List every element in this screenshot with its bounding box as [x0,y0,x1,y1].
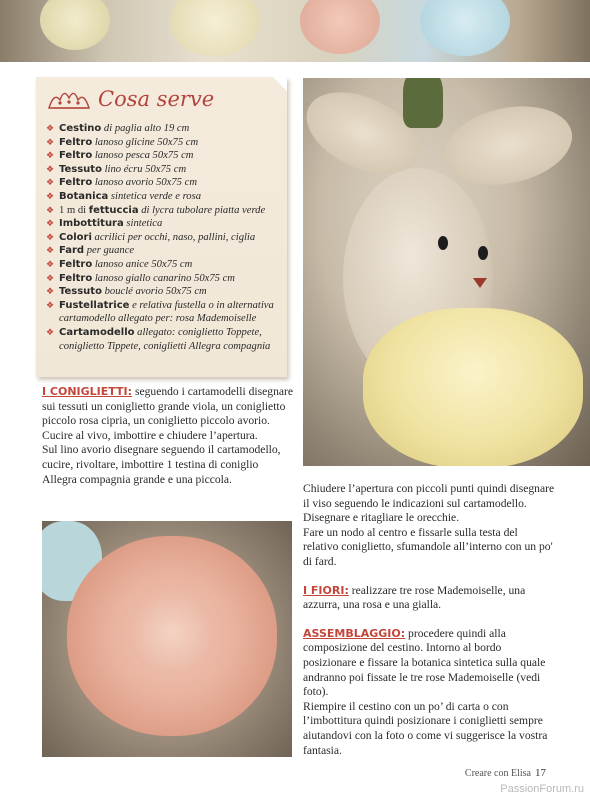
item-name: Feltro [59,177,93,189]
yellow-flower-shape [40,0,110,50]
flowers-paragraph [303,584,555,613]
materials-list-item [46,163,282,177]
item-detail: sintetica [123,218,163,230]
item-detail: lanoso avorio 50x75 cm [92,177,197,189]
right-text-column [303,482,555,758]
item-name: Botanica [59,190,109,202]
item-name: Feltro [59,272,93,284]
page-number: 17 [535,767,546,779]
bullet-icon: ❖ [46,258,55,269]
bullet-icon: ❖ [46,177,55,188]
knot-paragraph: Fare un nodo al centro e fissarle sulla testa del relativo coniglietto, sfumandole all’interno con un po' di fard. [303,525,553,568]
item-detail: sintetica verde e rosa [108,190,202,202]
materials-list-item [46,285,282,299]
materials-list-item [46,258,282,272]
item-name: Feltro [59,136,93,148]
linen-paragraph: Sul lino avorio disegnare seguendo il cartamodello, cucire, rivoltare, imbottire 1 testina di coniglio Allegra compagnia grande e una piccola. [42,443,281,486]
bunny-eye-left [438,236,448,250]
ears-paragraph: Disegnare e ritagliare le orecchie. [303,511,460,525]
bullet-icon: ❖ [46,218,55,229]
bunnies-heading: I CONIGLIETTI: [42,385,133,398]
item-detail: lanoso pesca 50x75 cm [92,150,194,162]
item-name: Tessuto [59,286,102,298]
materials-list-item [46,326,282,353]
item-detail: e relativa fustella o in alternativa cartamodello allegato per: rosa Mademoiselle [59,299,274,325]
item-detail: lanoso anice 50x75 cm [92,258,193,270]
bullet-icon: ❖ [46,123,55,133]
bullet-icon: ❖ [46,190,55,201]
item-name: Fustellatrice [59,299,130,311]
item-name: Colori [59,231,92,243]
assembly-fill-paragraph: Riempire il cestino con un po’ di carta o con l’imbottitura quindi posizionare i coniglietti sempre aiutandovi con la foto o come vi suggerisce la vostra fantasia. [303,699,548,757]
item-detail: allegato: coniglietto Toppete, coniglietto Tippete, coniglietti Allegra compagnia [59,326,271,352]
assembly-text: procedere quindi alla composizione del cestino. Intorno al bordo posizionare e fissare la botanica sintetica sulla quale andranno poi fissate le tre rose Mademoiselle (vedi foto). [303,626,546,699]
item-name: Cestino [59,123,102,134]
bullet-icon: ❖ [46,272,55,283]
bunnies-text: seguendo i cartamodelli disegnare sui tessuti un coniglietto grande viola, un coniglietto piccolo rosa cipria, un coniglietto piccolo avorio. [42,385,294,428]
assembly-heading: ASSEMBLAGGIO: [303,626,406,640]
materials-box [36,77,287,377]
close-opening-paragraph: Chiudere l’apertura con piccoli punti quindi disegnare il viso seguendo le indicazioni sul cartamodello. [303,482,555,510]
page-footer [465,767,546,779]
materials-list-item [46,176,282,190]
item-name: Cartamodello [59,326,135,338]
item-detail: per guance [84,245,135,257]
yellow-flower-bow-shape [363,308,583,466]
bunny-photo [303,78,590,466]
item-detail: lino écru 50x75 cm [101,163,187,175]
bullet-icon: ❖ [46,150,55,161]
materials-list-item [46,190,282,204]
materials-list-item [46,244,282,258]
left-text-column [42,385,294,487]
pink-flower-shape [300,0,380,54]
watermark: PassionForum.ru [500,783,584,795]
item-detail: lanoso giallo canarino 50x75 cm [92,272,235,284]
item-detail: bouclé avorio 50x75 cm [101,286,207,298]
magazine-name: Creare con Elisa [464,768,531,779]
bullet-icon: ❖ [46,299,55,310]
bunny-ear-right [437,95,580,195]
item-detail: lanoso glicine 50x75 cm [92,136,199,148]
materials-list-item [46,122,282,136]
bunny-eye-right [478,246,488,260]
item-name: Feltro [59,150,93,162]
item-detail: di paglia alto 19 cm [101,123,190,134]
bullet-icon: ❖ [46,245,55,256]
materials-list-item [46,204,282,218]
item-detail: acrilici per occhi, naso, pallini, ciglia [91,231,256,243]
top-photo-strip [0,0,590,62]
materials-list-item [46,272,282,286]
item-name: Imbottitura [59,218,124,230]
materials-list-item [46,231,282,245]
bunny-nose [473,278,487,288]
bullet-icon: ❖ [46,326,55,337]
green-ribbon-shape [403,78,443,128]
item-name: Fard [59,245,85,257]
flowers-text: realizzare tre rose Mademoiselle, una azzurra, una rosa e una gialla. [303,583,526,612]
blue-flower-shape [420,0,510,56]
bullet-icon: ❖ [46,163,55,174]
item-name: Tessuto [59,163,102,175]
materials-list-item [46,299,282,326]
item-name: Feltro [59,258,93,270]
bunnies-paragraph [42,385,294,429]
crown-decoration-icon [46,86,92,112]
materials-list-item [46,136,282,150]
pink-flower-photo [42,521,292,757]
assembly-paragraph [303,627,555,700]
item-detail: di lycra tubolare piatta verde [138,204,266,216]
materials-title: Cosa serve [98,87,215,111]
sew-paragraph: Cucire al vivo, imbottire e chiudere l’apertura. [42,428,258,442]
rose-center-shape [127,591,217,676]
bullet-icon: ❖ [46,286,55,297]
item-prefix: 1 m di [59,204,89,216]
materials-list-item [46,149,282,163]
materials-list [46,122,282,353]
flowers-heading: I FIORI: [303,583,349,597]
bullet-icon: ❖ [46,136,55,147]
bullet-icon: ❖ [46,231,55,242]
cream-flower-shape [170,0,260,56]
item-name: fettuccia [88,204,139,216]
bullet-icon: ❖ [46,204,55,215]
materials-list-item [46,217,282,231]
